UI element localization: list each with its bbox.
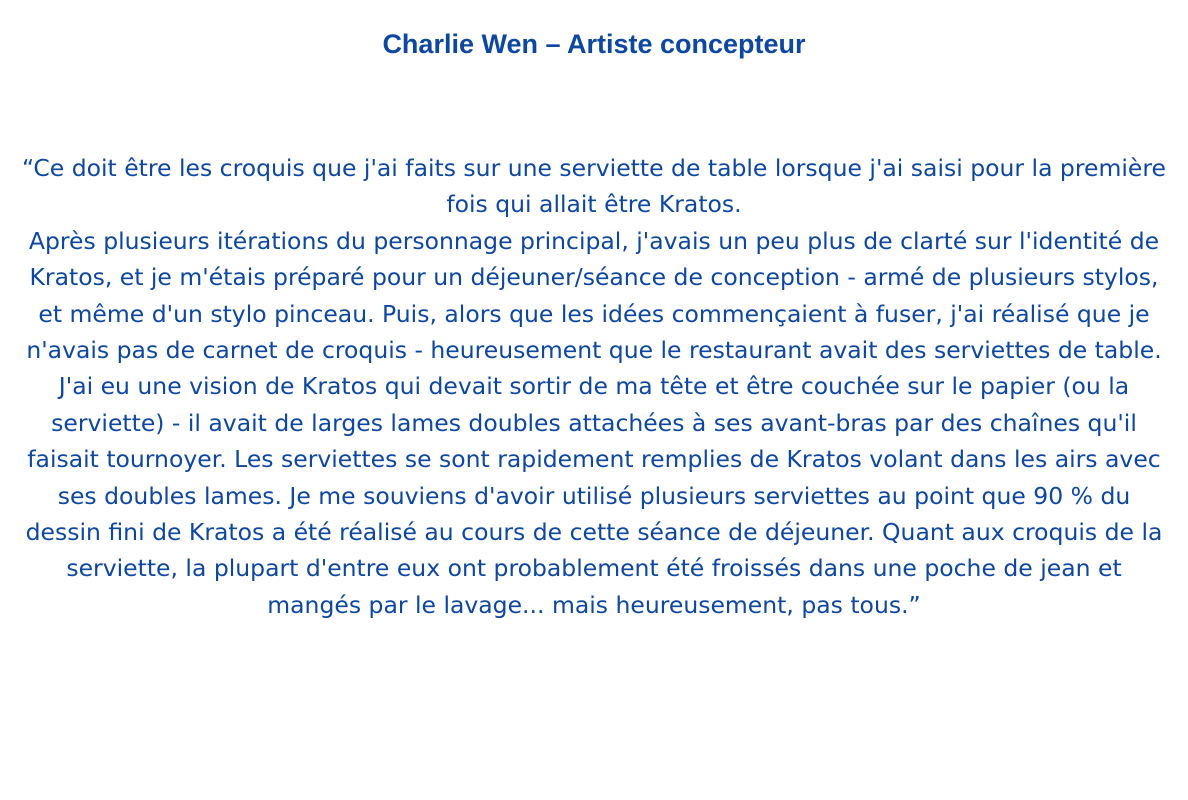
- quote-paragraph-2: Après plusieurs itérations du personnage principal, j'avais un peu plus de clarté sur l'identité de Kratos, et je m'étais préparé pour un déjeuner/séance de conception - armé de plusieurs stylos, et même d'un stylo pinceau. Puis, alors que les idées commençaient à fuser, j'ai réalisé que je n'avais pas de carnet de croquis - heureusement que le restaurant avait des serviettes de table. J'ai eu une vision de Kratos qui devait sortir de ma tête et être couchée sur le papier (ou la serviette) - il avait de larges lames doubles attachées à ses avant-bras par des chaînes qu'il faisait tournoyer. Les serviettes se sont rapidement remplies de Kratos volant dans les airs avec ses doubles lames. Je me souviens d'avoir utilisé plusieurs serviettes au point que 90 % du dessin fini de Kratos a été réalisé au cours de cette séance de déjeuner. Quant aux croquis de la serviette, la plupart d'entre eux ont probablement été froissés dans une poche de jean et mangés par le lavage... mais heureusement, pas tous.”: [25, 226, 1163, 619]
- quote-paragraph-1: “Ce doit être les croquis que j'ai faits sur une serviette de table lorsque j'ai saisi pour la première fois qui allait être Kratos.: [22, 154, 1166, 219]
- quote-block: [22, 150, 1166, 623]
- page-title: Charlie Wen – Artiste concepteur: [382, 29, 806, 59]
